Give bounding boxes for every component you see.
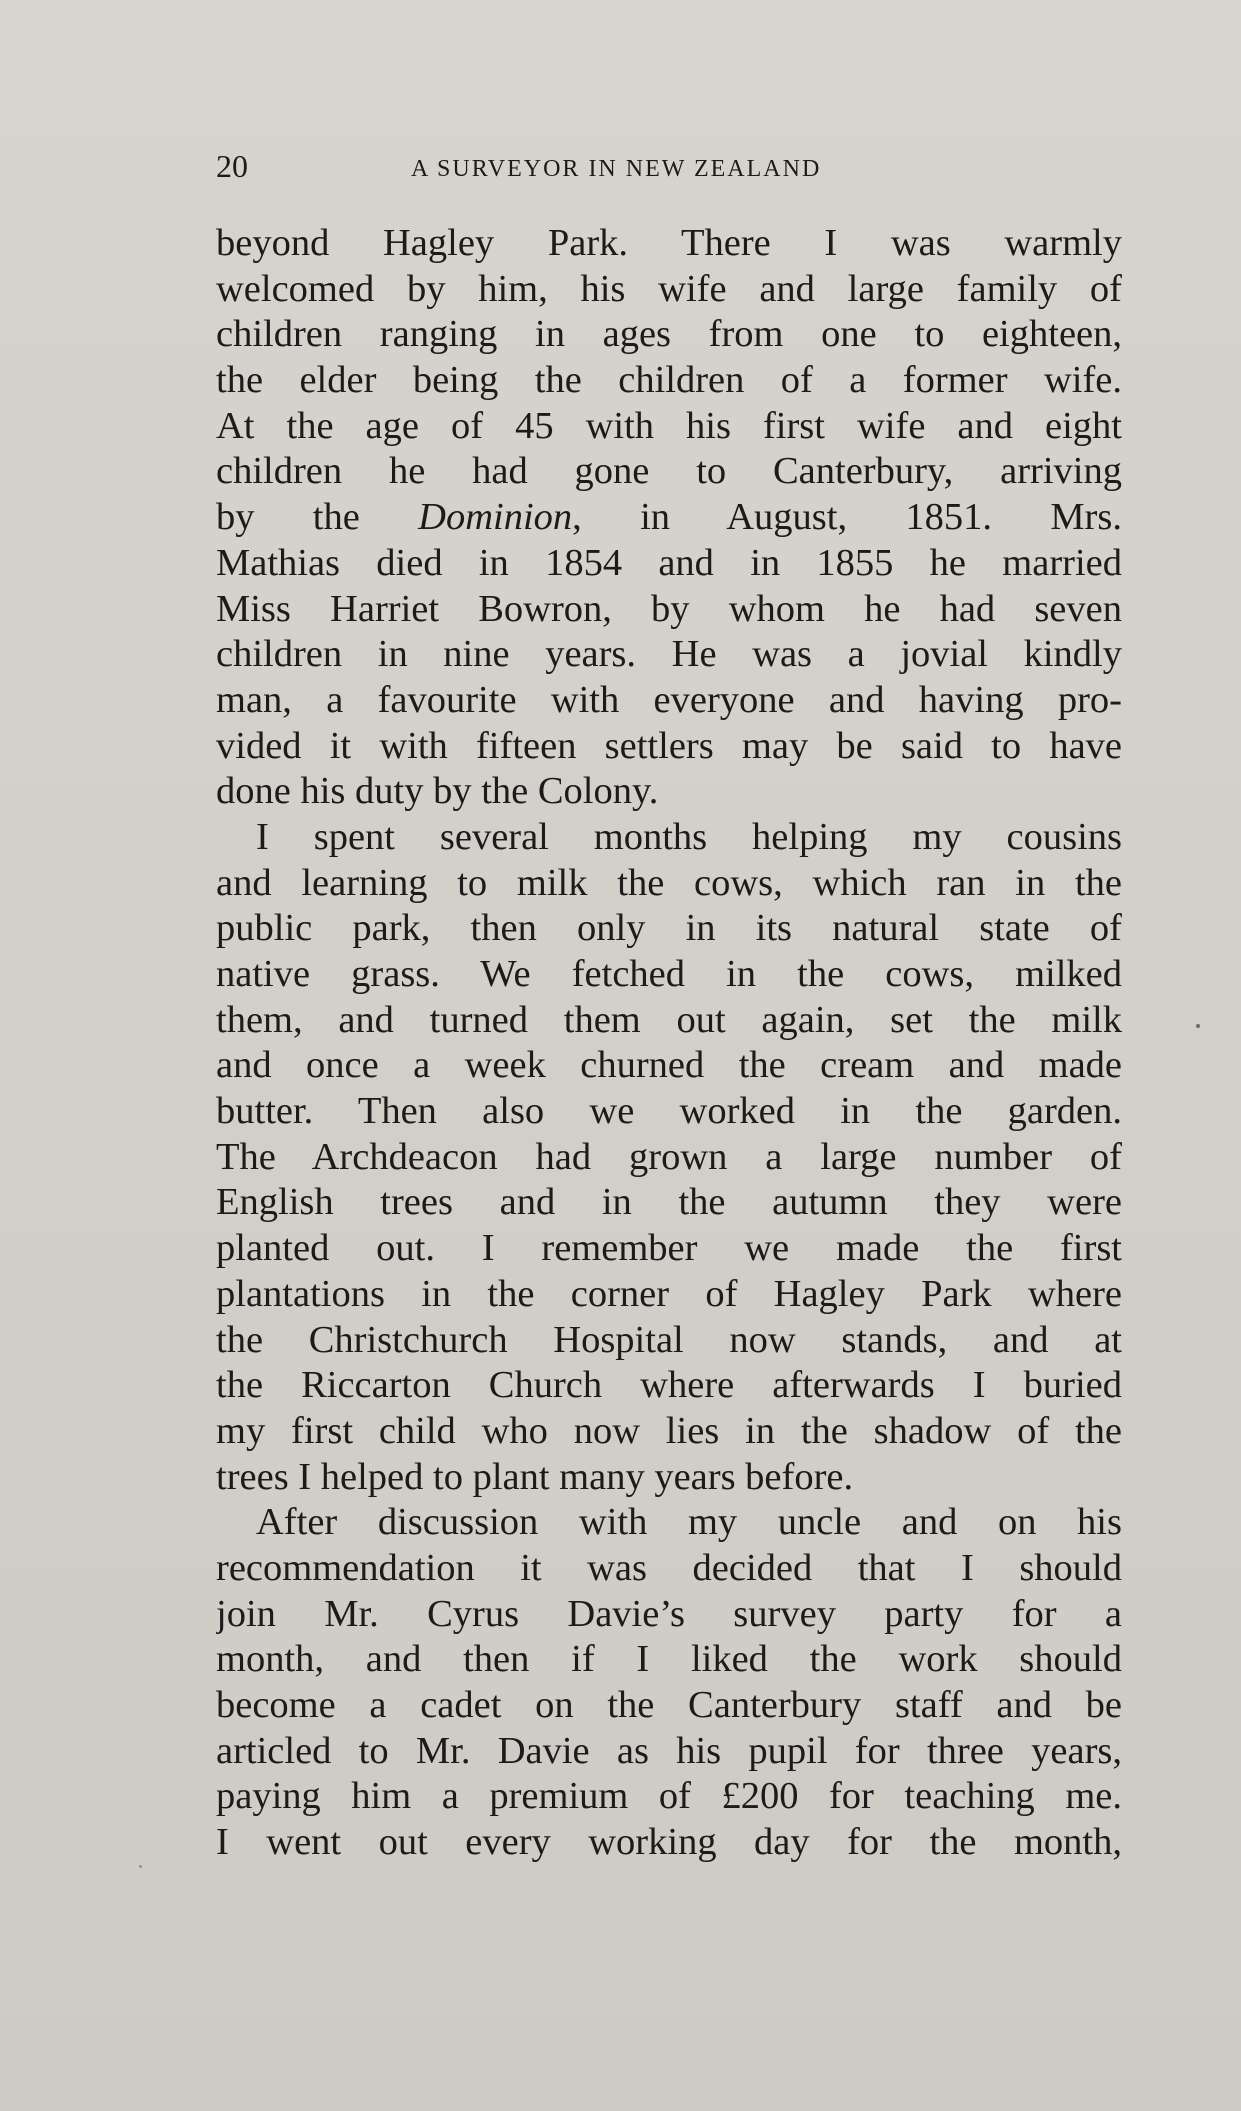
text-line: children he had gone to Canterbury, arriving: [216, 450, 1122, 493]
text-line: the Christchurch Hospital now stands, and at: [216, 1318, 1122, 1361]
text-line: vided it with fifteen settlers may be said to have: [216, 724, 1122, 767]
text-line: the Riccarton Church where afterwards I buried: [216, 1364, 1122, 1407]
page-number: 20: [216, 148, 248, 184]
running-head: [216, 146, 1126, 192]
text-line: plantations in the corner of Hagley Park where: [216, 1272, 1122, 1315]
text-line: articled to Mr. Davie as his pupil for three years,: [216, 1729, 1122, 1772]
text-line: trees I helped to plant many years before.: [216, 1455, 854, 1498]
text-line: beyond Hagley Park. There I was warmly: [216, 222, 1122, 264]
text-line: become a cadet on the Canterbury staff and be: [216, 1684, 1122, 1726]
text-run: by the: [216, 496, 419, 539]
text-line: them, and turned them out again, set the milk: [216, 998, 1122, 1041]
text-line: children in nine years. He was a jovial kindly: [216, 633, 1122, 676]
text-line: The Archdeacon had grown a large number of: [216, 1135, 1122, 1178]
text-line: children ranging in ages from one to eighteen,: [216, 313, 1122, 356]
text-line: and learning to milk the cows, which ran in the: [216, 861, 1122, 904]
text-line: public park, then only in its natural state of: [216, 907, 1122, 950]
running-title: A SURVEYOR IN NEW ZEALAND: [411, 156, 822, 182]
text-line: butter. Then also we worked in the garden.: [216, 1090, 1122, 1133]
text-line: join Mr. Cyrus Davie’s survey party for a: [216, 1592, 1122, 1635]
paragraph-start-line: I spent several months helping my cousins: [256, 815, 1122, 858]
paragraph-start-line: After discussion with my uncle and on his: [256, 1501, 1122, 1544]
text-line: planted out. I remember we made the first: [216, 1227, 1122, 1270]
text-line: At the age of 45 with his first wife and eight: [216, 404, 1122, 447]
text-line: man, a favourite with everyone and having pro-: [216, 678, 1122, 721]
text-line: Miss Harriet Bowron, by whom he had seven: [216, 587, 1122, 630]
text-line: Mathias died in 1854 and in 1855 he married: [216, 541, 1122, 584]
paper-speck: [1196, 1024, 1200, 1028]
paper-speck: [139, 1865, 142, 1868]
text-line: welcomed by him, his wife and large family of: [216, 267, 1122, 310]
text-line: native grass. We fetched in the cows, milked: [216, 953, 1122, 995]
text-line: paying him a premium of £200 for teaching me.: [216, 1775, 1122, 1818]
text-line-with-ship-name: [216, 495, 1122, 541]
text-run: , in August, 1851. Mrs.: [572, 496, 1122, 539]
text-line: I went out every working day for the month,: [216, 1821, 1122, 1864]
text-line: and once a week churned the cream and made: [216, 1044, 1122, 1087]
body-text: [216, 221, 1122, 1866]
text-line: recommendation it was decided that I should: [216, 1546, 1122, 1589]
text-line: the elder being the children of a former wife.: [216, 359, 1122, 402]
text-line: English trees and in the autumn they were: [216, 1181, 1122, 1224]
text-line: done his duty by the Colony.: [216, 770, 659, 813]
text-line: month, and then if I liked the work should: [216, 1638, 1122, 1681]
text-line: my first child who now lies in the shadow of the: [216, 1409, 1122, 1452]
ship-name: Dominion: [418, 496, 573, 539]
